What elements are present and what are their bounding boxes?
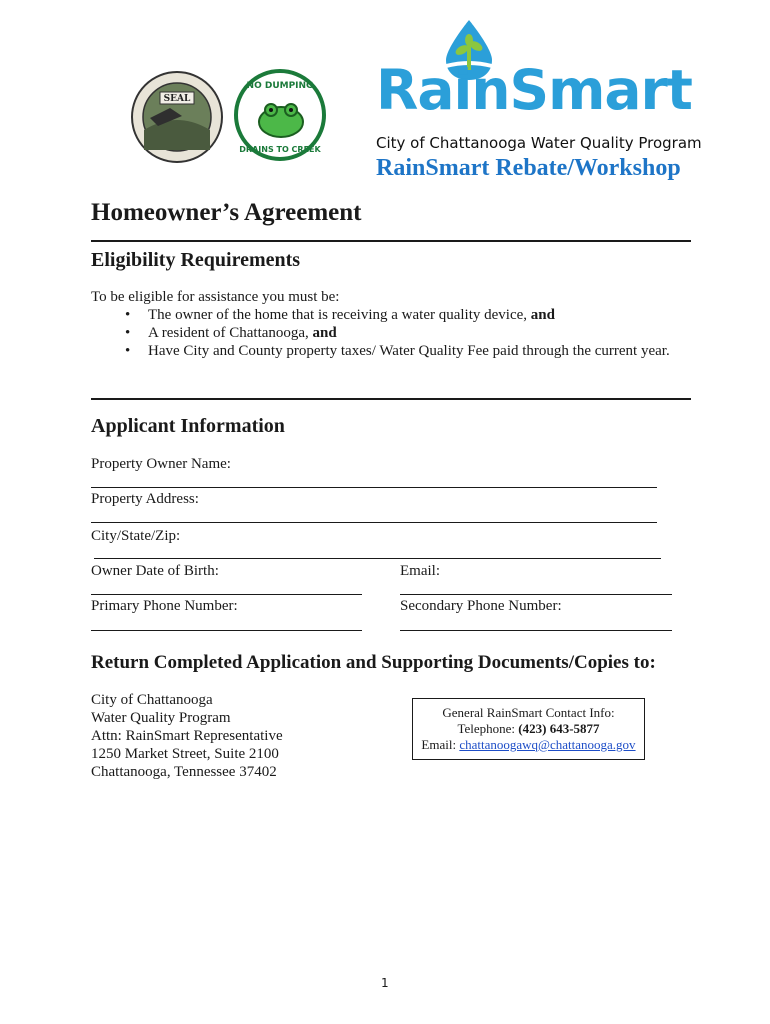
secondary-phone-field[interactable] [400, 630, 672, 631]
svg-text:NO DUMPING: NO DUMPING [246, 81, 314, 91]
no-dumping-logo [233, 68, 327, 162]
list-item: • The owner of the home that is receiving a water quality device, and [125, 307, 555, 323]
eligibility-intro: To be eligible for assistance you must be: [91, 289, 340, 305]
return-heading: Return Completed Application and Supporting Documents/Copies to: [91, 652, 656, 673]
address-line: Water Quality Program [91, 710, 231, 726]
divider [91, 398, 691, 400]
rebate-title: RainSmart Rebate/Workshop [376, 155, 681, 181]
page-number: 1 [381, 976, 389, 990]
email-link[interactable]: chattanoogawq@chattanooga.gov [459, 737, 636, 752]
address-line: Chattanooga, Tennessee 37402 [91, 764, 277, 780]
contact-phone: Telephone: (423) 643-5877 [457, 721, 600, 736]
seal-label: SEAL [163, 94, 191, 104]
owner-name-field[interactable] [91, 487, 657, 488]
contact-email: Email: chattanoogawq@chattanooga.gov [421, 737, 636, 752]
address-line: 1250 Market Street, Suite 2100 [91, 746, 279, 762]
city-seal-logo [130, 70, 224, 164]
city-state-zip-label: City/State/Zip: [91, 528, 181, 544]
email-label: Email: [400, 563, 440, 579]
list-item: • Have City and County property taxes/ Water Quality Fee paid through the current year. [125, 343, 670, 359]
primary-phone-label: Primary Phone Number: [91, 598, 238, 614]
list-item: • A resident of Chattanooga, and [125, 325, 337, 341]
divider [91, 240, 691, 242]
address-field[interactable] [91, 522, 657, 523]
contact-title: General RainSmart Contact Info: [442, 705, 615, 720]
email-field[interactable] [400, 594, 672, 595]
owner-name-label: Property Owner Name: [91, 456, 231, 472]
dob-field[interactable] [91, 594, 362, 595]
page-title: Homeowner’s Agreement [91, 199, 362, 226]
dob-label: Owner Date of Birth: [91, 563, 219, 579]
secondary-phone-label: Secondary Phone Number: [400, 598, 562, 614]
address-line: City of Chattanooga [91, 692, 213, 708]
program-name: City of Chattanooga Water Quality Program [376, 134, 702, 152]
rainsmart-brand: RainSmart [376, 58, 692, 122]
primary-phone-field[interactable] [91, 630, 362, 631]
applicant-heading: Applicant Information [91, 415, 285, 437]
address-line: Attn: RainSmart Representative [91, 728, 283, 744]
svg-text:DRAINS TO CREEK: DRAINS TO CREEK [239, 145, 321, 154]
address-label: Property Address: [91, 491, 199, 507]
contact-info-box [412, 698, 645, 760]
return-address [91, 691, 283, 781]
eligibility-heading: Eligibility Requirements [91, 249, 301, 271]
eligibility-list [125, 306, 725, 360]
city-state-zip-field[interactable] [94, 558, 661, 559]
